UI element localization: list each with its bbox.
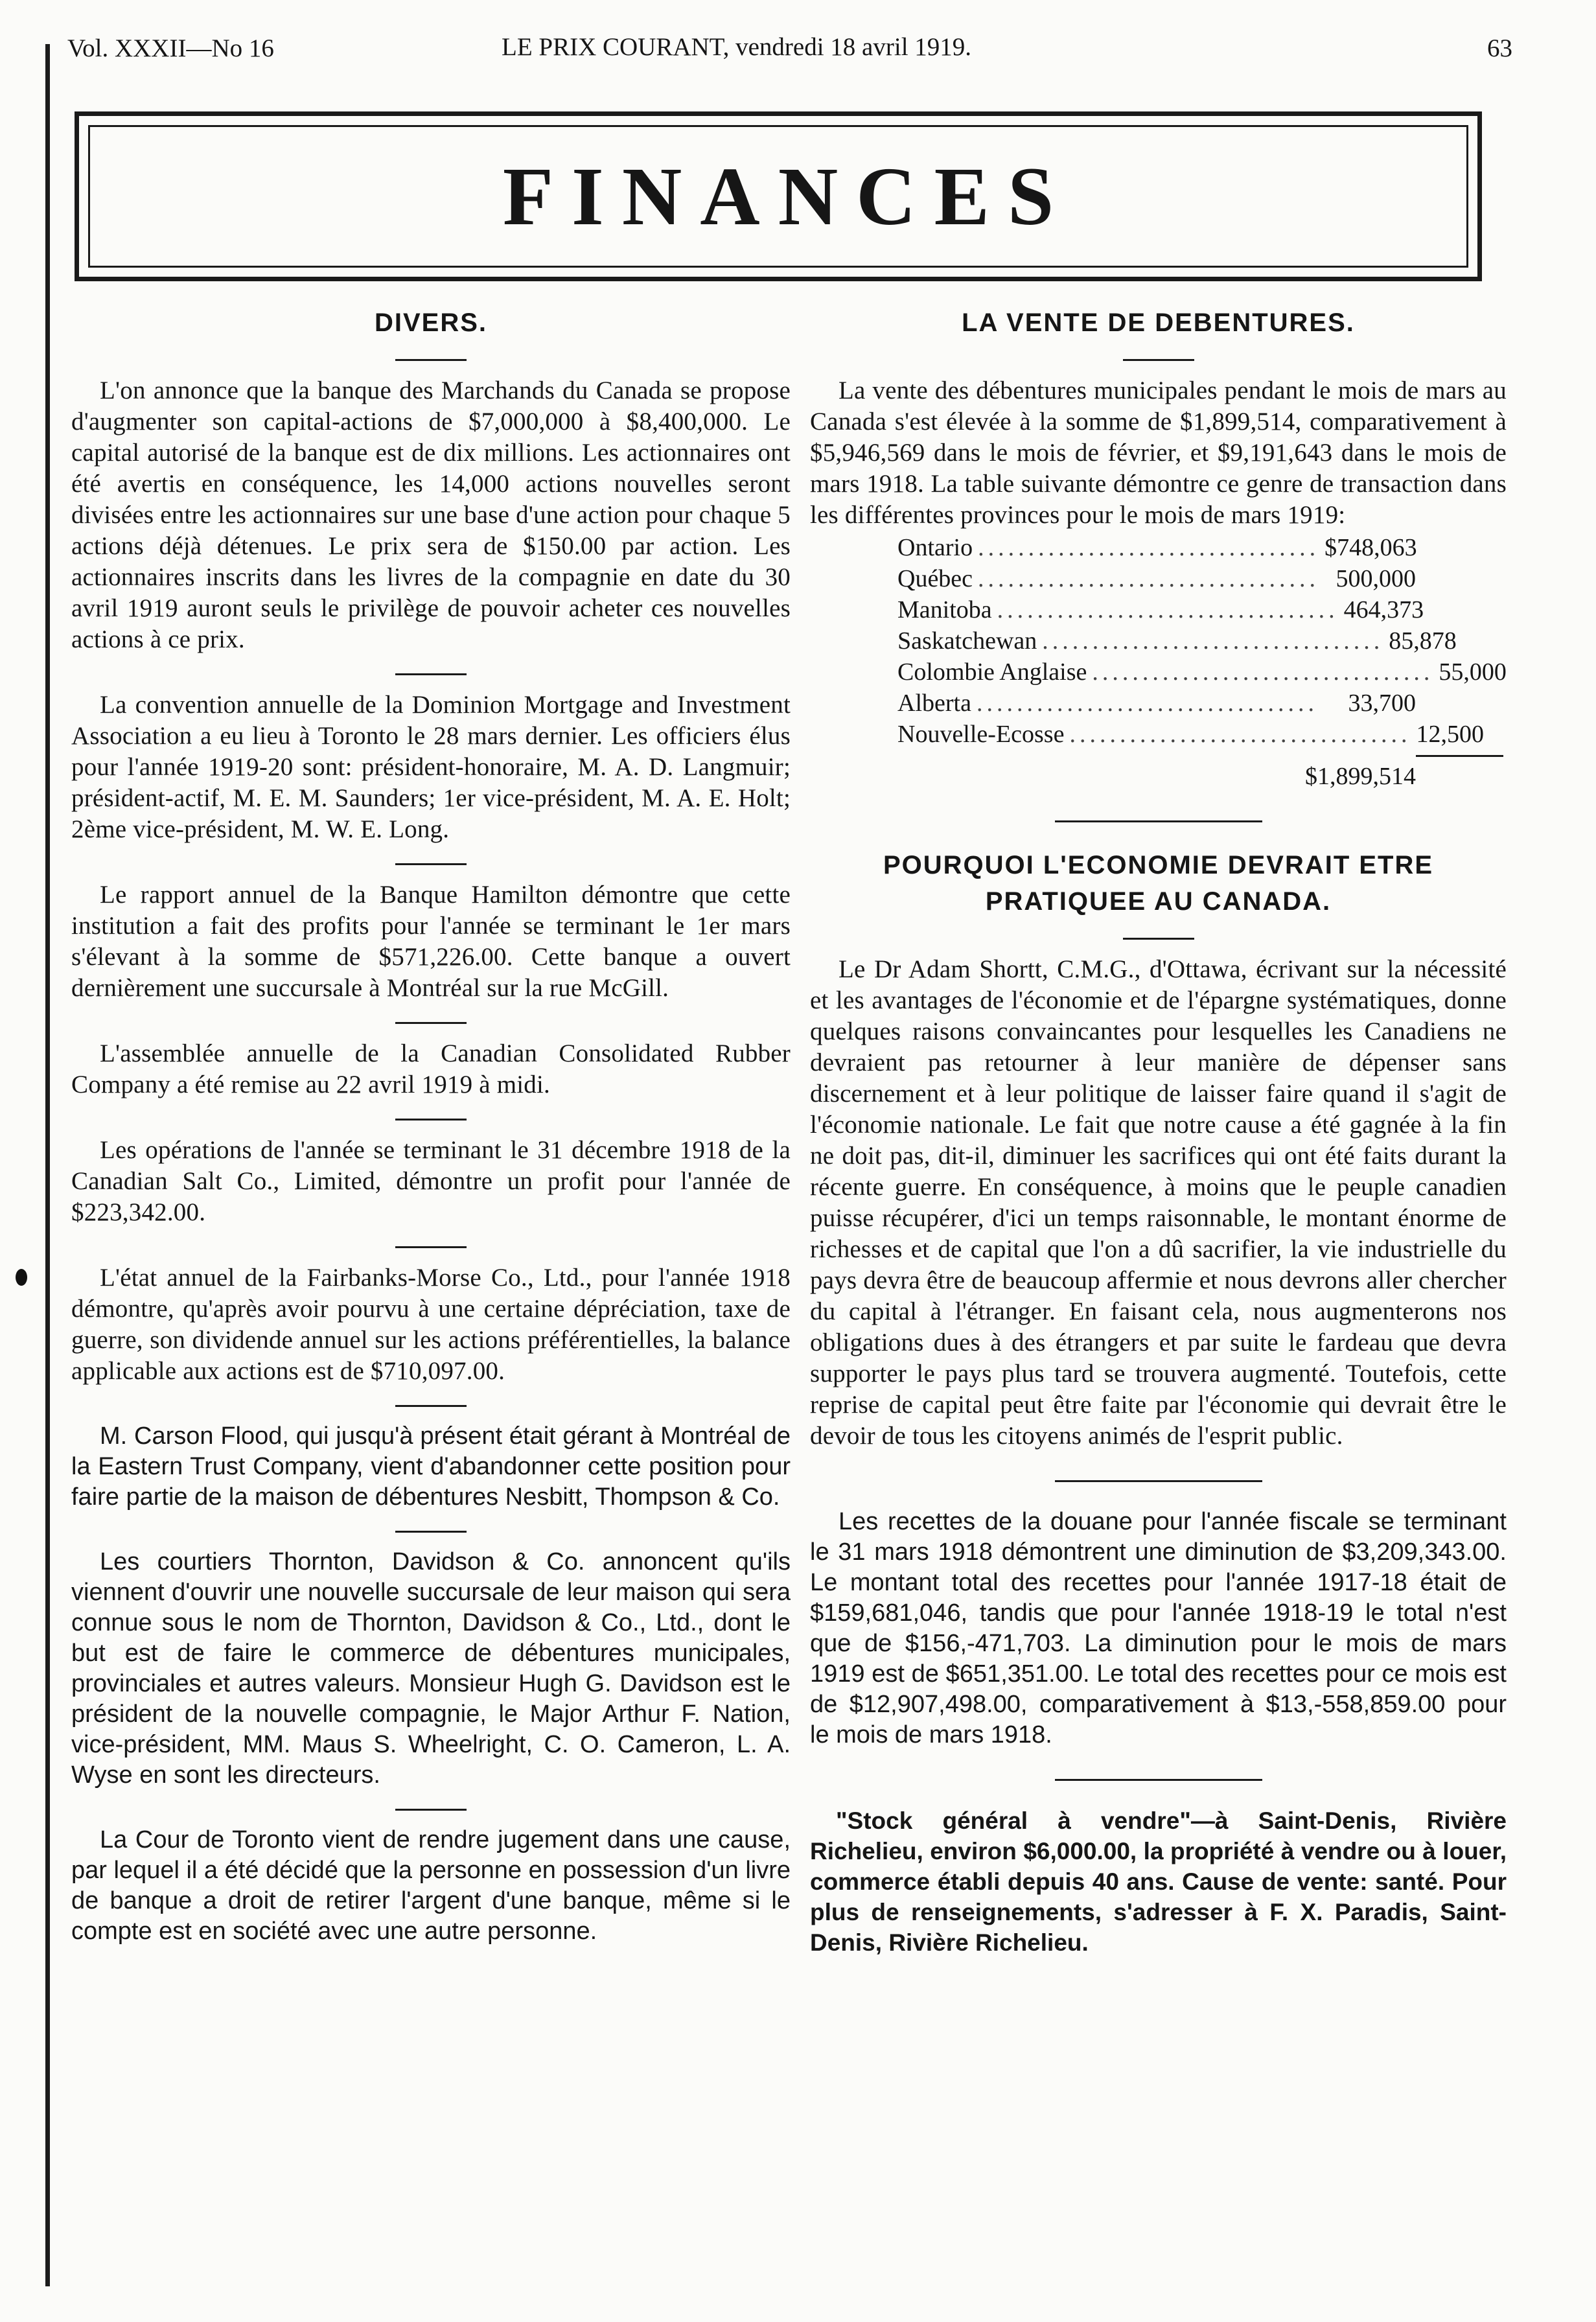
banner-inner-frame <box>88 125 1468 268</box>
divider <box>395 1246 467 1248</box>
article-carson-flood: M. Carson Flood, qui jusqu'à présent était gérant à Montréal de la Eastern Trust Company, vient d'abandonner cette position pour faire partie de la maison de débentures Nesbitt, Thompson & Co. <box>71 1422 791 1511</box>
total-rule <box>1416 755 1503 757</box>
currency-symbol: $ <box>1324 534 1337 561</box>
province-amount: 500,000 <box>1336 565 1416 592</box>
article-douane: Les recettes de la douane pour l'année fiscale se terminant le 31 mars 1918 démontrent une diminution de $3,209,343.00. Le montant total des recettes pour l'année 1917-18 était de $159,681,046, tandis que pour l'année 1918-19 le total n'est que de $156,-471,703. La diminution pour le mois de mars 1919 est de $651,351.00. Le total des recettes pour ce mois est de $12,907,498.00, comparativement à $13,-558,859.00 pour le mois de mars 1918. <box>810 1508 1507 1748</box>
divider <box>395 863 467 865</box>
divider <box>395 1531 467 1533</box>
article-cour-toronto: La Cour de Toronto vient de rendre jugement dans une cause, par lequel il a été décidé que la personne en possession d'un livre de banque a droit de retirer l'argent d'une banque, même si le compte est en société avec une autre personne. <box>71 1826 791 1945</box>
running-head <box>67 29 1512 67</box>
province-amount: 12,500 <box>1416 721 1484 748</box>
leader-dots: .................................. <box>1042 627 1384 655</box>
leader-dots: .................................. <box>997 596 1339 623</box>
leader-dots: .................................. <box>978 565 1320 592</box>
page-number: 63 <box>1487 34 1512 62</box>
table-row <box>897 656 1507 688</box>
divider <box>395 1405 467 1407</box>
divider <box>1123 359 1194 361</box>
debentures-table <box>897 532 1507 792</box>
leader-dots: .................................. <box>978 534 1320 561</box>
province-name: Alberta <box>897 690 971 717</box>
table-row <box>897 532 1416 563</box>
right-column <box>810 305 1507 1958</box>
article-consolidated-rubber: L'assemblée annuelle de la Canadian Consolidated Rubber Company a été remise au 22 avril 1919 à midi. <box>71 1039 791 1098</box>
leader-dots: .................................. <box>976 690 1318 717</box>
table-total: $1,899,514 <box>1305 763 1416 790</box>
section-banner <box>75 111 1482 281</box>
province-amount: 85,878 <box>1389 627 1457 655</box>
classified-ad: "Stock général à vendre"—à Saint-Denis, Rivière Richelieu, environ $6,000.00, la propriété à vendre ou à louer, commerce établi depuis 40 ans. Cause de vente: santé. Pour plus de renseignements, s'adresser à F. X. Paradis, Saint-Denis, Rivière Richelieu. <box>810 1807 1507 1956</box>
left-column <box>71 305 791 1947</box>
economie-heading-line1: POURQUOI L'ECONOMIE DEVRAIT ETRE <box>883 851 1434 879</box>
article-fairbanks-morse: L'état annuel de la Fairbanks-Morse Co., Ltd., pour l'année 1918 démontre, qu'après avoir pourvu à une certaine dépréciation, taxe de guerre, son dividende annuel sur les actions préférentielles, la balance applicable aux actions est de $710,097.00. <box>71 1264 791 1385</box>
ink-mark <box>16 1269 27 1286</box>
volume-number: Vol. XXXII—No 16 <box>67 34 274 62</box>
debentures-heading: LA VENTE DE DEBENTURES. <box>962 308 1355 337</box>
margin-rule <box>45 44 50 2286</box>
article-marchands: L'on annonce que la banque des Marchands du Canada se propose d'augmenter son capital-actions de $7,000,000 à $8,400,000. Le capital autorisé de la banque est de dix millions. Les actionnaires ont été avertis en conséquence, les 14,000 actions nouvelles seront divisées entre les actionnaires sur une base d'une action pour chaque 5 actions déjà détenues. Le prix sera de $150.00 par action. Les actionnaires inscrits dans les livres de la compagnie en date du 30 avril 1919 auront seuls le privilège de pouvoir acheter ces nouvelles actions à ce prix. <box>71 377 791 653</box>
publication-date: LE PRIX COURANT, vendredi 18 avril 1919. <box>502 33 972 61</box>
divider <box>395 359 467 361</box>
province-amount: 55,000 <box>1439 658 1507 686</box>
province-name: Québec <box>897 565 973 592</box>
economie-body: Le Dr Adam Shortt, C.M.G., d'Ottawa, écrivant sur la nécessité et les avantages de l'économie et de l'épargne systématiques, donne quelques raisons convaincantes pour lesquelles les Canadiens ne devraient pas retourner à leur manière de dépenser sans discernement et à leur politique de laisser faire quand il s'agit de l'économie nationale. Le fait que notre cause a été gagnée à la fin ne doit pas, dit-il, diminuer les sacrifices qui ont été faits durant la récente guerre. En conséquence, à moins que le peuple canadien puisse récupérer, d'ici un temps raisonnable, le montant énorme de richesses et de capital que l'on a dû sacrifier, la vie industrielle du pays devra être de beaucoup affermie et nous devrons aller chercher du capital à l'étranger. En faisant cela, nous augmenterons nos obligations dues à des étrangers et par suite le fardeau que devra supporter le pays plus tard se trouvera augmenté. Toutefois, cette reprise de capital peut être faite par l'économie qui devrait être le devoir de tous les citoyens animés de l'esprit public. <box>810 955 1507 1450</box>
province-name: Nouvelle-Ecosse <box>897 721 1065 748</box>
province-amount: 33,700 <box>1348 690 1416 717</box>
province-name: Manitoba <box>897 596 992 623</box>
divers-heading: DIVERS. <box>374 308 488 337</box>
province-name: Colombie Anglaise <box>897 658 1087 686</box>
leader-dots: .................................. <box>1069 721 1411 748</box>
table-row <box>897 688 1416 719</box>
table-row <box>897 563 1416 594</box>
economie-heading-line2: PRATIQUEE AU CANADA. <box>985 887 1332 916</box>
table-row <box>897 625 1457 656</box>
section-divider <box>1055 1779 1262 1781</box>
section-title: FINANCES <box>502 150 1072 242</box>
article-banque-hamilton: Le rapport annuel de la Banque Hamilton démontre que cette institution a fait des profits pour l'année se terminant le 1er mars s'élevant à la somme de $571,226.00. Cette banque a ouvert dernièrement une succursale à Montréal sur la rue McGill. <box>71 881 791 1002</box>
leader-dots: .................................. <box>1092 658 1434 686</box>
divider <box>395 1022 467 1024</box>
divider <box>1123 938 1194 940</box>
province-amount: 464,373 <box>1343 596 1424 623</box>
divider <box>395 1119 467 1120</box>
province-amount: 748,063 <box>1337 534 1417 561</box>
divider <box>395 1809 467 1811</box>
table-row <box>897 719 1484 750</box>
province-name: Saskatchewan <box>897 627 1037 655</box>
debentures-intro: La vente des débentures municipales pendant le mois de mars au Canada s'est élevée à la somme de $1,899,514, comparativement à $5,946,569 dans le mois de février, et $9,191,643 dans le mois de mars 1918. La table suivante démontre ce genre de transaction dans les différentes provinces pour le mois de mars 1919: <box>810 377 1507 529</box>
article-canadian-salt: Les opérations de l'année se terminant le 31 décembre 1918 de la Canadian Salt Co., Limited, démontre un profit pour l'année de $223,342.00. <box>71 1136 791 1226</box>
divider <box>395 673 467 675</box>
section-divider <box>1055 1480 1262 1482</box>
article-thornton-davidson: Les courtiers Thornton, Davidson & Co. annoncent qu'ils viennent d'ouvrir une nouvelle succursale de leur maison qui sera connue sous le nom de Thornton, Davidson & Co., Ltd., dont le but est de faire le commerce de débentures municipales, provinciales et autres valeurs. Monsieur Hugh G. Davidson est le président de la nouvelle compagnie, le Major Arthur F. Nation, vice-président, MM. Maus S. Wheelright, C. O. Cameron, L. A. Wyse en sont les directeurs. <box>71 1548 791 1789</box>
province-name: Ontario <box>897 534 973 561</box>
table-total-row <box>897 761 1416 792</box>
table-row <box>897 594 1424 625</box>
article-dominion-mortgage: La convention annuelle de la Dominion Mortgage and Investment Association a eu lieu à Toronto le 28 mars dernier. Les officiers élus pour l'année 1919-20 sont: président-honoraire, M. A. D. Langmuir; président-actif, M. E. M. Saunders; 1er vice-président, M. A. E. Holt; 2ème vice-président, M. W. E. Long. <box>71 691 791 843</box>
section-divider <box>1055 820 1262 822</box>
